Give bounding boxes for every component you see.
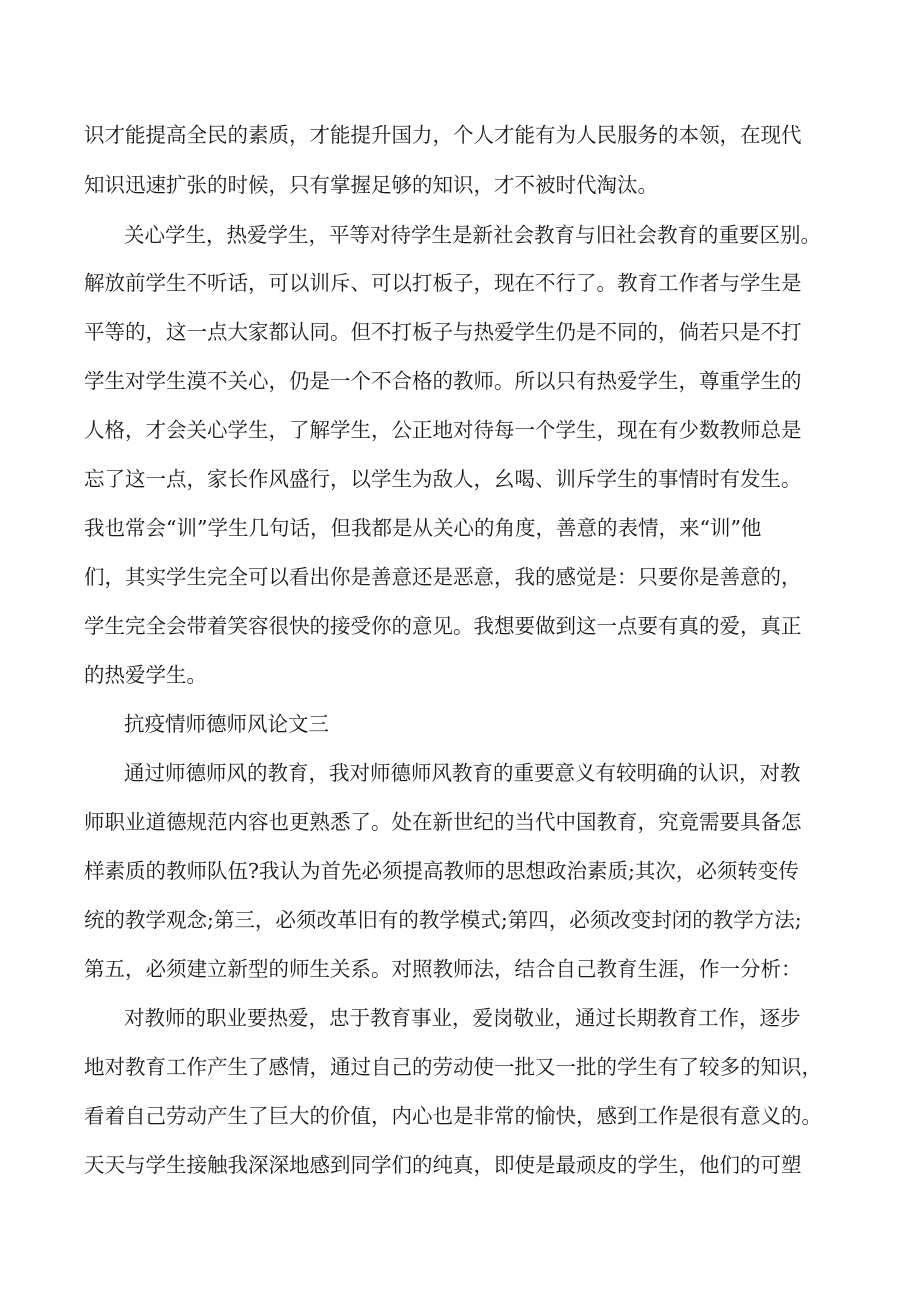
paragraph-start-line: 通过师德师风的教育，我对师德师风教育的重要意义有较明确的认识，对教 (124, 761, 801, 785)
text-line: 人格，才会关心学生，了解学生，公正地对待每一个学生，现在有少数教师总是 (84, 418, 802, 442)
text-line: 看着自己劳动产生了巨大的价值，内心也是非常的愉快，感到工作是很有意义的。 (84, 1104, 822, 1128)
paragraph-start-line: 关心学生，热爱学生，平等对待学生是新社会教育与旧社会教育的重要区别。 (124, 223, 821, 247)
text-line: 地对教育工作产生了感情，通过自己的劳动使一批又一批的学生有了较多的知识， (84, 1055, 822, 1079)
text-line: 我也常会“训”学生几句话，但我都是从关心的角度，善意的表情，来“训”他 (84, 516, 762, 540)
paragraph-start-line: 对教师的职业要热爱，忠于教育事业，爱岗敬业，通过长期教育工作，逐步 (124, 1006, 801, 1030)
text-line: 解放前学生不听话，可以训斥、可以打板子，现在不行了。教育工作者与学生是 (84, 271, 802, 295)
text-line: 学生完全会带着笑容很快的接受你的意见。我想要做到这一点要有真的爱，真正 (84, 614, 802, 638)
text-line: 的热爱学生。 (84, 663, 207, 687)
text-line: 平等的，这一点大家都认同。但不打板子与热爱学生仍是不同的，倘若只是不打 (84, 320, 802, 344)
text-line: 统的教学观念;第三，必须改革旧有的教学模式;第四，必须改变封闭的教学方法; (84, 908, 802, 932)
text-line: 忘了这一点，家长作风盛行，以学生为敌人，幺喝、训斥学生的事情时有发生。 (84, 467, 802, 491)
text-line: 学生对学生漠不关心，仍是一个不合格的教师。所以只有热爱学生，尊重学生的 (84, 369, 802, 393)
text-line: 师职业道德规范内容也更熟悉了。处在新世纪的当代中国教育，究竟需要具备怎 (84, 810, 802, 834)
text-line: 第五，必须建立新型的师生关系。对照教师法，结合自己教育生涯，作一分析： (84, 957, 802, 981)
text-line: 样素质的教师队伍?我认为首先必须提高教师的思想政治素质;其次，必须转变传 (84, 859, 799, 883)
text-line: 天天与学生接触我深深地感到同学们的纯真，即使是最顽皮的学生，他们的可塑 (84, 1153, 802, 1177)
section-heading: 抗疫情师德师风论文三 (124, 712, 329, 736)
text-line: 识才能提高全民的素质，才能提升国力，个人才能有为人民服务的本领，在现代 (84, 123, 802, 147)
text-line: 知识迅速扩张的时候，只有掌握足够的知识，才不被时代淘汰。 (84, 173, 658, 197)
text-line: 们，其实学生完全可以看出你是善意还是恶意，我的感觉是：只要你是善意的， (84, 565, 802, 589)
